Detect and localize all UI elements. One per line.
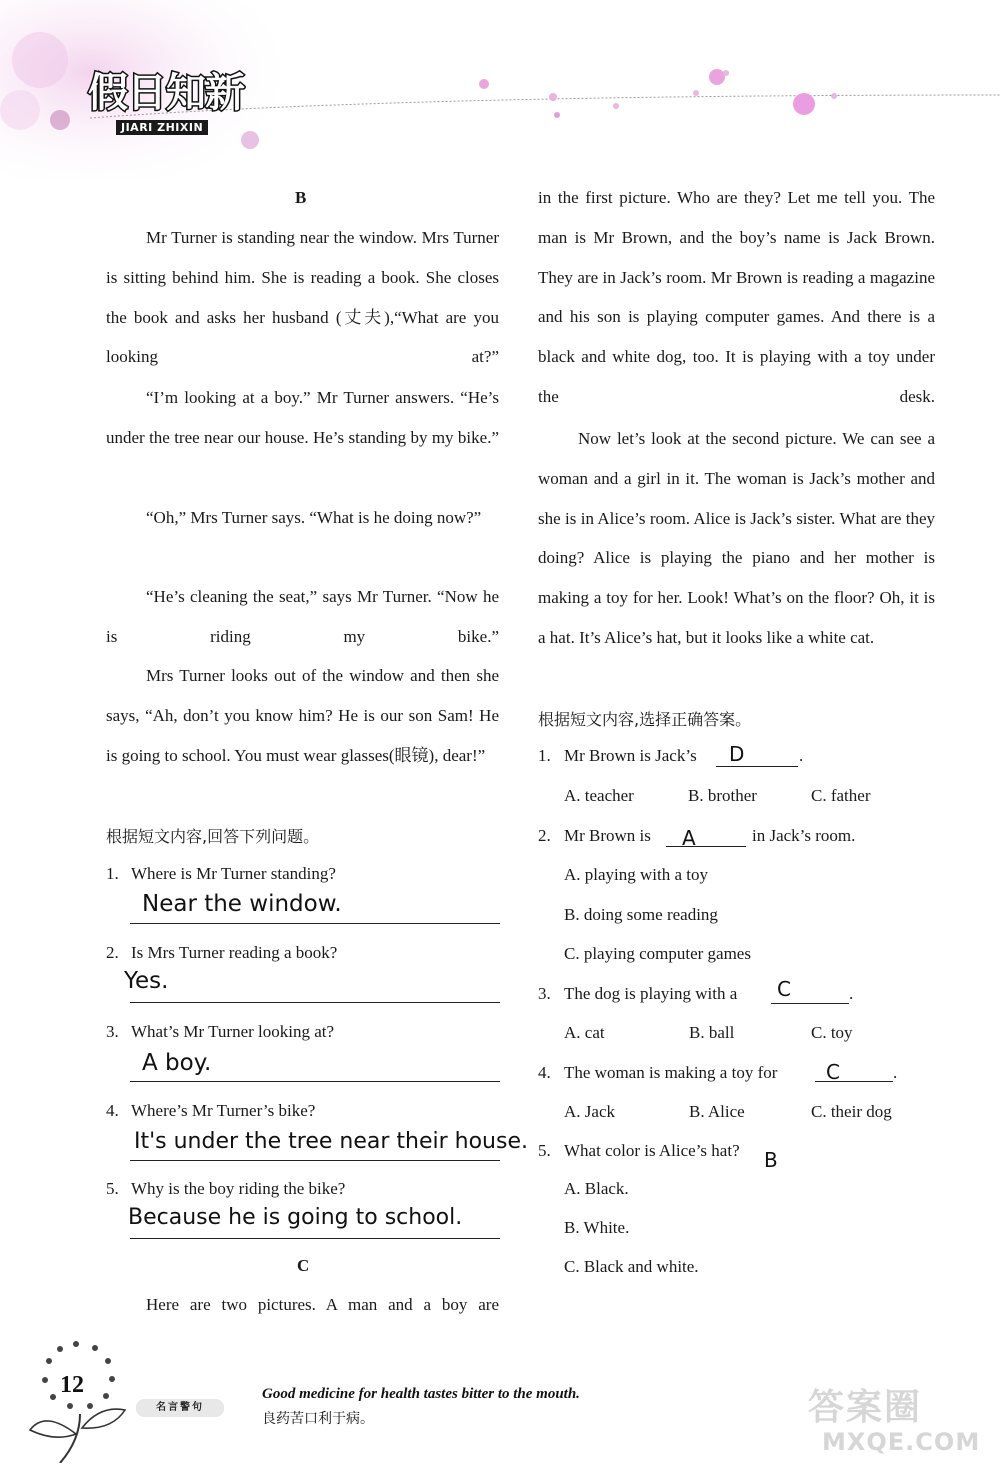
- answer-text: Because he is going to school.: [128, 1205, 463, 1230]
- footer-flower-decoration: [20, 1330, 240, 1463]
- option-a: A. cat: [564, 1023, 605, 1042]
- question-text: What color is Alice’s hat?: [564, 1141, 740, 1160]
- option-c: C. Black and white.: [564, 1257, 699, 1276]
- question-number: 3.: [106, 1022, 119, 1041]
- answer-choice: C: [777, 977, 791, 1001]
- option-a: A. Jack: [564, 1102, 615, 1121]
- section-c-intro: Here are two pictures. A man and a boy are: [146, 1295, 499, 1314]
- question-text: The woman is making a toy for: [564, 1063, 778, 1082]
- option-b: B. ball: [689, 1023, 735, 1042]
- section-b-paragraph-1: Mr Turner is standing near the window. Mrs Turner is sitting behind him. She is reading a book. She closes the book and asks her husband (丈夫),“What are you looking at?”: [106, 228, 499, 367]
- question-text: Is Mrs Turner reading a book?: [131, 943, 338, 962]
- question-text: Mr Brown is Jack’s: [564, 746, 697, 765]
- answer-line: [130, 1160, 500, 1161]
- question-number: 5.: [538, 1141, 551, 1160]
- section-c-heading: C: [297, 1256, 310, 1275]
- option-a: A. playing with a toy: [564, 865, 709, 884]
- question-number: 2.: [538, 826, 551, 845]
- section-b-instruction: 根据短文内容,回答下列问题。: [106, 827, 320, 846]
- option-c: C. their dog: [811, 1102, 892, 1121]
- section-b-paragraph-4: “He’s cleaning the seat,” says Mr Turner. “Now he is riding my bike.”: [106, 587, 499, 646]
- question-text: What’s Mr Turner looking at?: [131, 1022, 335, 1041]
- option-a: A. teacher: [564, 786, 634, 805]
- watermark-logo: [808, 1388, 998, 1460]
- answer-text: It's under the tree near their house.: [134, 1129, 528, 1154]
- option-c: C. father: [811, 786, 871, 805]
- answer-text: Yes.: [124, 968, 169, 994]
- option-a: A. Black.: [564, 1179, 629, 1198]
- answer-blank: [771, 1003, 849, 1004]
- option-b: B. brother: [688, 786, 757, 805]
- option-b: B. doing some reading: [564, 905, 718, 924]
- answer-line: [130, 1238, 500, 1239]
- option-b: B. White.: [564, 1218, 630, 1237]
- question-number: 2.: [106, 943, 119, 962]
- answer-blank: [666, 846, 746, 847]
- question-number: 1.: [106, 864, 119, 883]
- logo-title: 假日知新: [88, 70, 244, 116]
- answer-line: [130, 1081, 500, 1082]
- answer-line: [130, 923, 500, 924]
- logo-pinyin: JIARI ZHIXIN: [116, 120, 208, 135]
- proverb-english: Good medicine for health tastes bitter to the mouth.: [262, 1386, 580, 1402]
- question-text: Mr Brown is: [564, 826, 651, 845]
- question-number: 1.: [538, 746, 551, 765]
- page-number: 12: [60, 1372, 84, 1398]
- proverb-badge: 名言警句: [136, 1399, 224, 1417]
- answer-text: A boy.: [142, 1050, 212, 1076]
- question-text: The dog is playing with a: [564, 984, 738, 1003]
- section-b-paragraph-5: Mrs Turner looks out of the window and then she says, “Ah, don’t you know him? He is our son Sam! He is going to school. You must wear glasses(眼镜), dear!”: [106, 666, 499, 765]
- section-b-paragraph-2: “I’m looking at a boy.” Mr Turner answers. “He’s under the tree near our house. He’s standing by my bike.”: [106, 388, 499, 447]
- question-text: Where is Mr Turner standing?: [131, 864, 336, 883]
- question-text: Why is the boy riding the bike?: [131, 1179, 346, 1198]
- answer-choice: B: [764, 1148, 778, 1172]
- watermark-url: MXQE.COM: [822, 1428, 981, 1456]
- question-suffix: .: [849, 984, 854, 1003]
- logo: [88, 68, 268, 158]
- section-c-paragraph-1: in the first picture. Who are they? Let me tell you. The man is Mr Brown, and the boy’s name is Jack Brown. They are in Jack’s room. Mr Brown is reading a magazine and his son is playing computer games. And there is a black and white dog, too. It is playing with a toy under the desk.: [538, 188, 935, 406]
- section-b-paragraph-3: “Oh,” Mrs Turner says. “What is he doing now?”: [146, 508, 482, 527]
- option-b: B. Alice: [689, 1102, 745, 1121]
- question-number: 4.: [538, 1063, 551, 1082]
- question-suffix: .: [893, 1063, 898, 1082]
- flower-icon: [20, 1330, 240, 1463]
- option-c: C. playing computer games: [564, 944, 751, 963]
- question-suffix: in Jack’s room.: [752, 826, 856, 845]
- answer-choice: A: [682, 826, 696, 850]
- section-c-instruction: 根据短文内容,选择正确答案。: [538, 710, 752, 729]
- question-number: 4.: [106, 1101, 119, 1120]
- watermark-title: 答案圈: [808, 1387, 923, 1428]
- answer-choice: D: [729, 742, 745, 766]
- question-text: Where’s Mr Turner’s bike?: [131, 1101, 316, 1120]
- option-c: C. toy: [811, 1023, 853, 1042]
- answer-choice: C: [826, 1060, 840, 1084]
- section-c-paragraph-2: Now let’s look at the second picture. We can see a woman and a girl in it. The woman is Jack’s mother and she is in Alice’s room. Alice is Jack’s sister. What are they doing? Alice is playing the piano and her mother is making a toy for her. Look! What’s on the floor? Oh, it is a hat. It’s Alice’s hat, but it looks like a white cat.: [538, 429, 935, 647]
- proverb-chinese: 良药苦口利于病。: [262, 1411, 374, 1427]
- question-suffix: .: [799, 746, 804, 765]
- section-b-heading: B: [295, 188, 307, 207]
- answer-blank: [716, 766, 798, 767]
- question-number: 3.: [538, 984, 551, 1003]
- answer-line: [130, 1002, 500, 1003]
- answer-text: Near the window.: [142, 891, 342, 917]
- question-number: 5.: [106, 1179, 119, 1198]
